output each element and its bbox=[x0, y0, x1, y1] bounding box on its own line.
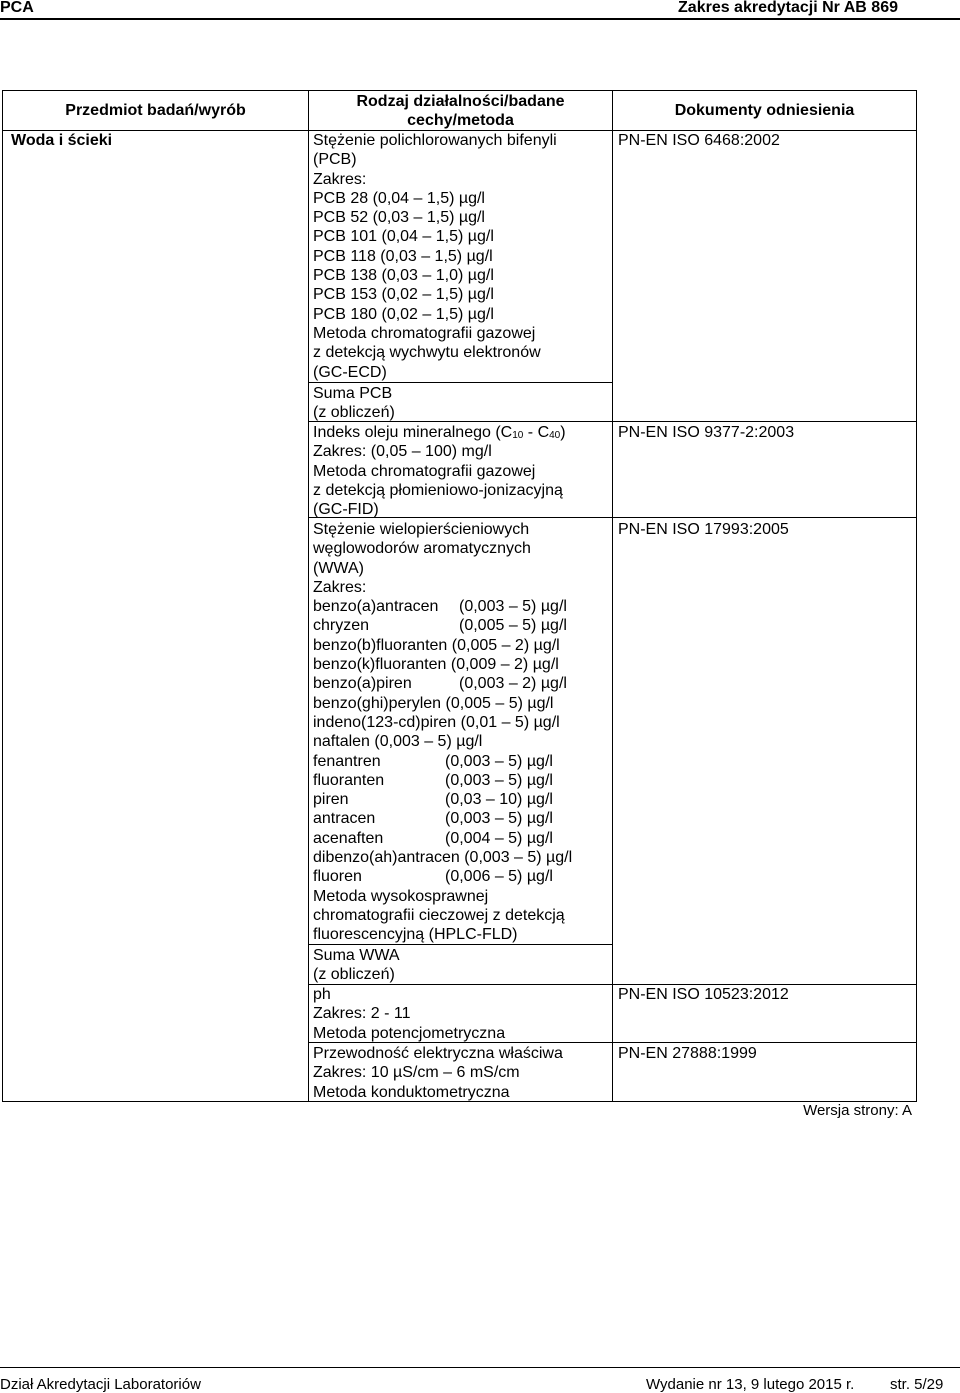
pcb-line: (GC-ECD) bbox=[313, 363, 387, 381]
wwa-intro-line: (WWA) bbox=[313, 559, 364, 577]
footer-page-number: str. 5/29 bbox=[890, 1376, 944, 1393]
ph-line: Zakres: 2 - 11 bbox=[313, 1005, 411, 1023]
oil-sub-c10: 10 bbox=[512, 430, 524, 441]
wwa-item-range: (0,005 – 2) µg/l bbox=[451, 636, 560, 654]
wwa-method-line: fluorescencyjną (HPLC-FLD) bbox=[313, 926, 518, 944]
wwa-item-range: (0,003 – 5) µg/l bbox=[445, 810, 553, 828]
wwa-item-name: fluoranten bbox=[313, 771, 385, 789]
doc-wwa: PN-EN ISO 17993:2005 bbox=[618, 521, 789, 538]
pcb-line: PCB 138 (0,03 – 1,0) µg/l bbox=[313, 267, 494, 285]
wwa-item bbox=[313, 790, 572, 809]
wwa-intro-line: Zakres: bbox=[313, 578, 367, 596]
pcb-sum-line: (z obliczeń) bbox=[313, 404, 395, 422]
cell-mineral-oil bbox=[313, 423, 566, 519]
wwa-sum-line: Suma WWA bbox=[313, 947, 400, 964]
column-divider-2 bbox=[612, 91, 613, 1101]
oil-suffix: ) bbox=[560, 424, 566, 441]
doc-pcb: PN-EN ISO 6468:2002 bbox=[618, 132, 780, 149]
wwa-item bbox=[313, 752, 572, 771]
wwa-item bbox=[313, 636, 572, 655]
pcb-line: PCB 153 (0,02 – 1,5) µg/l bbox=[313, 286, 494, 304]
wwa-item-name: piren bbox=[313, 791, 349, 809]
wwa-item-name: acenaften bbox=[313, 829, 384, 847]
column-header-documents: Dokumenty odniesienia bbox=[674, 102, 855, 119]
wwa-item-name: chryzen bbox=[313, 617, 370, 635]
oil-line: Metoda chromatografii gazowej bbox=[313, 462, 536, 480]
doc-mineral-oil: PN-EN ISO 9377-2:2003 bbox=[618, 424, 795, 441]
pcb-sum-line: Suma PCB bbox=[313, 385, 393, 402]
wwa-item-range: (0,006 – 5) µg/l bbox=[445, 868, 553, 886]
doc-conductivity: PN-EN 27888:1999 bbox=[618, 1045, 757, 1062]
wwa-item-name: benzo(k)fluoranten bbox=[313, 656, 447, 674]
oil-mid: - C bbox=[523, 424, 550, 441]
pcb-line: PCB 28 (0,04 – 1,5) µg/l bbox=[313, 189, 485, 207]
wwa-intro-line: węglowodorów aromatycznych bbox=[313, 540, 531, 558]
oil-prefix: Indeks oleju mineralnego (C bbox=[313, 424, 513, 441]
column-header-activity-line2: cechy/metoda bbox=[407, 112, 514, 130]
wwa-item-range: (0,01 – 5) µg/l bbox=[460, 713, 560, 731]
subject-water-sewage: Woda i ścieki bbox=[11, 132, 113, 149]
divider-pcb-sum bbox=[308, 382, 613, 383]
footer-edition: Wydanie nr 13, 9 lutego 2015 r. bbox=[646, 1376, 855, 1393]
wwa-item-name: dibenzo(ah)antracen bbox=[313, 849, 460, 867]
wwa-item bbox=[313, 694, 572, 713]
wwa-item-range: (0,004 – 5) µg/l bbox=[445, 829, 553, 847]
wwa-item bbox=[313, 867, 572, 886]
oil-line: Zakres: (0,05 – 100) mg/l bbox=[313, 443, 492, 461]
wwa-item bbox=[313, 616, 572, 635]
wwa-item-name: naftalen bbox=[313, 733, 370, 751]
column-header-activity bbox=[308, 92, 613, 131]
wwa-item-name: antracen bbox=[313, 810, 376, 828]
conductivity-line: Zakres: 10 µS/cm – 6 mS/cm bbox=[313, 1064, 520, 1082]
wwa-item bbox=[313, 829, 572, 848]
column-divider-1 bbox=[308, 91, 309, 1101]
column-header-activity-line1: Rodzaj działalności/badane bbox=[356, 93, 565, 110]
wwa-method-line: Metoda wysokosprawnej bbox=[313, 887, 489, 905]
wwa-item-name: benzo(a)piren bbox=[313, 675, 412, 693]
pcb-line: Stężenie polichlorowanych bifenyli bbox=[313, 132, 557, 149]
oil-sub-c40: 40 bbox=[549, 430, 561, 441]
ph-line: Metoda potencjometryczna bbox=[313, 1024, 506, 1042]
cell-wwa-sum bbox=[313, 946, 400, 985]
wwa-item-range: (0,003 – 5) µg/l bbox=[374, 733, 483, 751]
wwa-item-range: (0,003 – 5) µg/l bbox=[459, 598, 567, 616]
oil-index-line bbox=[313, 423, 566, 442]
pcb-line: PCB 52 (0,03 – 1,5) µg/l bbox=[313, 209, 485, 227]
wwa-item bbox=[313, 713, 572, 732]
wwa-item-name: indeno(123-cd)piren bbox=[313, 713, 457, 731]
pcb-line: (PCB) bbox=[313, 151, 357, 169]
wwa-item-range: (0,03 – 10) µg/l bbox=[445, 791, 553, 809]
wwa-item bbox=[313, 655, 572, 674]
footer-rule bbox=[0, 1367, 960, 1368]
cell-ph bbox=[313, 985, 505, 1043]
wwa-method-line: chromatografii cieczowej z detekcją bbox=[313, 906, 565, 924]
wwa-item-name: benzo(ghi)perylen bbox=[313, 694, 442, 712]
pcb-line: z detekcją wychwytu elektronów bbox=[313, 344, 541, 362]
wwa-sum-line: (z obliczeń) bbox=[313, 966, 395, 984]
column-header-subject: Przedmiot badań/wyrób bbox=[65, 102, 246, 119]
footer-department: Dział Akredytacji Laboratoriów bbox=[0, 1376, 201, 1393]
wwa-item bbox=[313, 732, 572, 751]
pcb-line: PCB 180 (0,02 – 1,5) µg/l bbox=[313, 305, 494, 323]
wwa-item-range: (0,003 – 2) µg/l bbox=[459, 675, 567, 693]
wwa-item-range: (0,003 – 5) µg/l bbox=[464, 849, 573, 867]
header-org: PCA bbox=[0, 0, 34, 16]
wwa-item-range: (0,005 – 5) µg/l bbox=[445, 694, 554, 712]
cell-pcb bbox=[313, 131, 557, 382]
wwa-item-name: fluoren bbox=[313, 868, 362, 886]
wwa-item-name: benzo(a)antracen bbox=[313, 598, 439, 616]
pcb-line: Metoda chromatografii gazowej bbox=[313, 324, 536, 342]
conductivity-line: Przewodność elektryczna właściwa bbox=[313, 1045, 563, 1062]
wwa-item bbox=[313, 848, 572, 867]
oil-line: z detekcją płomieniowo-jonizacyjną bbox=[313, 481, 563, 499]
wwa-item bbox=[313, 674, 572, 693]
header-rule bbox=[0, 18, 960, 20]
conductivity-line: Metoda konduktometryczna bbox=[313, 1083, 510, 1101]
cell-conductivity bbox=[313, 1044, 563, 1102]
wwa-intro-line: Stężenie wielopierścieniowych bbox=[313, 521, 530, 538]
wwa-item bbox=[313, 809, 572, 828]
pcb-line: PCB 101 (0,04 – 1,5) µg/l bbox=[313, 228, 494, 246]
doc-ph: PN-EN ISO 10523:2012 bbox=[618, 986, 789, 1003]
header-title: Zakres akredytacji Nr AB 869 bbox=[678, 0, 898, 16]
wwa-item-name: fenantren bbox=[313, 752, 381, 770]
wwa-item bbox=[313, 597, 572, 616]
divider-oil bbox=[308, 421, 916, 422]
pcb-line: PCB 118 (0,03 – 1,5) µg/l bbox=[313, 247, 493, 265]
page-version: Wersja strony: A bbox=[803, 1102, 912, 1119]
ph-line: ph bbox=[313, 986, 331, 1003]
wwa-item-range: (0,009 – 2) µg/l bbox=[450, 656, 559, 674]
cell-wwa bbox=[313, 520, 572, 945]
cell-pcb-sum bbox=[313, 384, 395, 423]
wwa-item-range: (0,003 – 5) µg/l bbox=[445, 752, 553, 770]
wwa-item-name: benzo(b)fluoranten bbox=[313, 636, 448, 654]
wwa-item-range: (0,003 – 5) µg/l bbox=[445, 771, 553, 789]
pcb-line: Zakres: bbox=[313, 170, 367, 188]
wwa-item-range: (0,005 – 5) µg/l bbox=[459, 617, 567, 635]
wwa-item bbox=[313, 771, 572, 790]
oil-line: (GC-FID) bbox=[313, 501, 379, 519]
